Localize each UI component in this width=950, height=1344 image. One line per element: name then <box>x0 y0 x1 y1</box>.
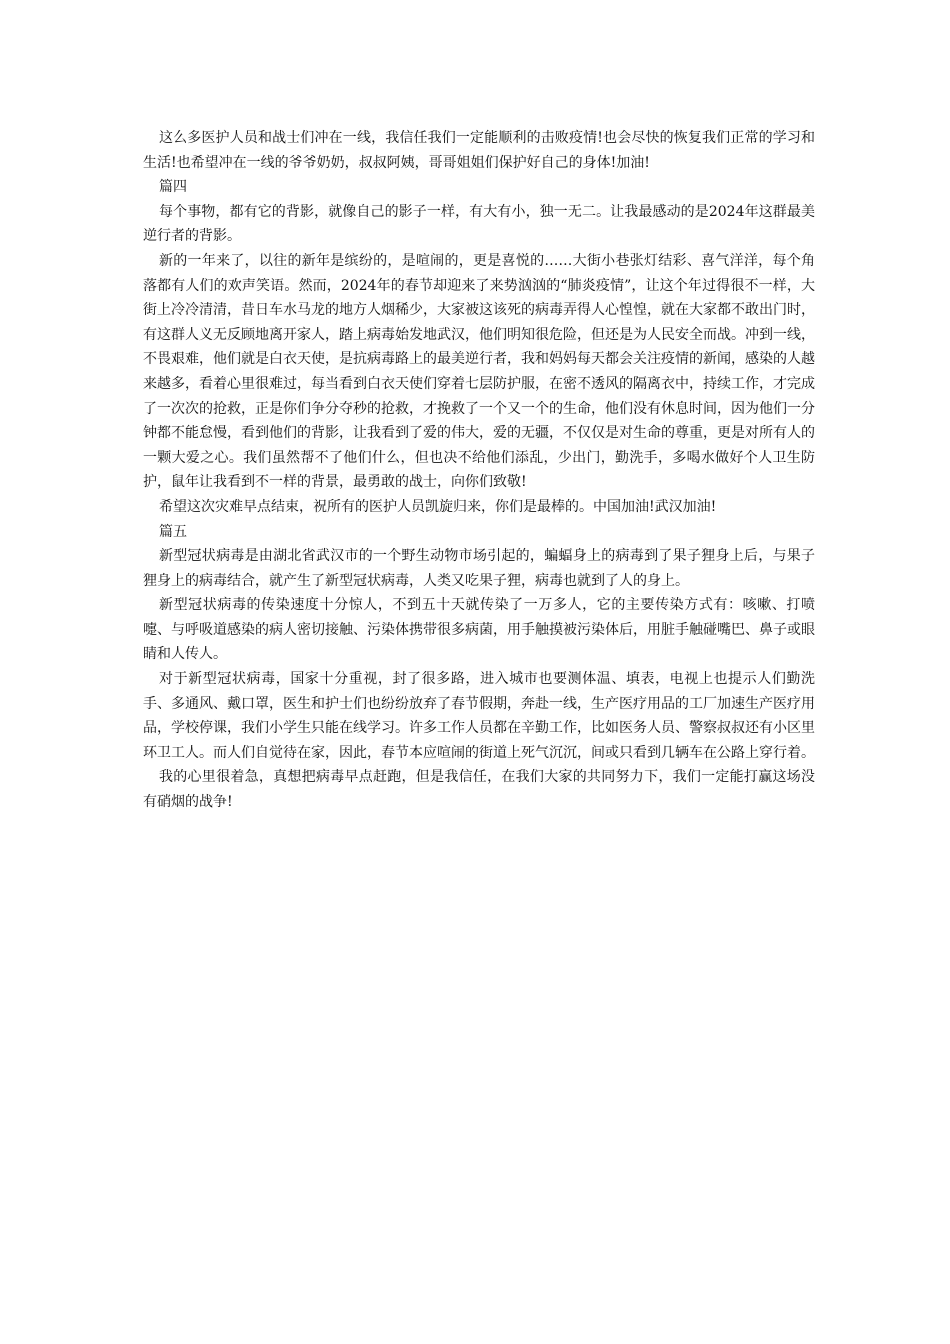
document-body <box>143 126 815 815</box>
paragraph: 新的一年来了，以往的新年是缤纷的，是喧闹的，更是喜悦的……大街小巷张灯结彩、喜气洋洋，每个角落都有人们的欢声笑语。然而，2024年的春节却迎来了来势汹汹的“肺炎疫情”，让这个年过得很不一样，大街上冷冷清清，昔日车水马龙的地方人烟稀少，大家被这该死的病毒弄得人心惶惶，就在大家都不敢出门时，有这群人义无反顾地离开家人，踏上病毒始发地武汉，他们明知很危险，但还是为人民安全而战。冲到一线，不畏艰难，他们就是白衣天使，是抗病毒路上的最美逆行者，我和妈妈每天都会关注疫情的新闻，感染的人越来越多，看着心里很难过，每当看到白衣天使们穿着七层防护服，在密不透风的隔离衣中，持续工作，才完成了一次次的抢救，正是你们争分夺秒的抢救，才挽救了一个又一个的生命，他们没有休息时间，因为他们一分钟都不能怠慢，看到他们的背影，让我看到了爱的伟大，爱的无疆，不仅仅是对生命的尊重，更是对所有人的一颗大爱之心。我们虽然帮不了他们什么，但也决不给他们添乱，少出门，勤洗手，多喝水做好个人卫生防护，鼠年让我看到不一样的背景，最勇敢的战士，向你们致敬! <box>143 252 815 491</box>
paragraph: 希望这次灾难早点结束，祝所有的医护人员凯旋归来，你们是最棒的。中国加油!武汉加油! <box>159 498 717 515</box>
section-heading: 篇五 <box>159 523 187 540</box>
paragraph: 这么多医护人员和战士们冲在一线，我信任我们一定能顺利的击败疫情!也会尽快的恢复我们正常的学习和生活!也希望冲在一线的爷爷奶奶，叔叔阿姨，哥哥姐姐们保护好自己的身体!加油! <box>143 130 815 171</box>
paragraph: 每个事物，都有它的背影，就像自己的影子一样，有大有小，独一无二。让我最感动的是2024年这群最美逆行者的背影。 <box>143 203 815 245</box>
paragraph: 新型冠状病毒的传染速度十分惊人，不到五十天就传染了一万多人，它的主要传染方式有：咳嗽、打喷嚏、与呼吸道感染的病人密切接触、污染体携带很多病菌，用手触摸被污染体后，用脏手触碰嘴巴、鼻子或眼睛和人传人。 <box>143 597 815 663</box>
section-heading: 篇四 <box>159 179 187 196</box>
paragraph: 我的心里很着急，真想把病毒早点赶跑，但是我信任，在我们大家的共同努力下，我们一定能打赢这场没有硝烟的战争! <box>143 769 815 811</box>
paragraph: 对于新型冠状病毒，国家十分重视，封了很多路，进入城市也要测体温、填表，电视上也提示人们勤洗手、多通风、戴口罩，医生和护士们也纷纷放弃了春节假期，奔赴一线，生产医疗用品的工厂加速生产医疗用品，学校停课，我们小学生只能在线学习。许多工作人员都在辛勤工作，比如医务人员、警察叔叔还有小区里环卫工人。而人们自觉待在家，因此，春节本应喧闹的街道上死气沉沉，间或只看到几辆车在公路上穿行着。 <box>143 671 815 761</box>
paragraph: 新型冠状病毒是由湖北省武汉市的一个野生动物市场引起的，蝙蝠身上的病毒到了果子狸身上后，与果子狸身上的病毒结合，就产生了新型冠状病毒，人类又吃果子狸，病毒也就到了人的身上。 <box>143 548 815 589</box>
